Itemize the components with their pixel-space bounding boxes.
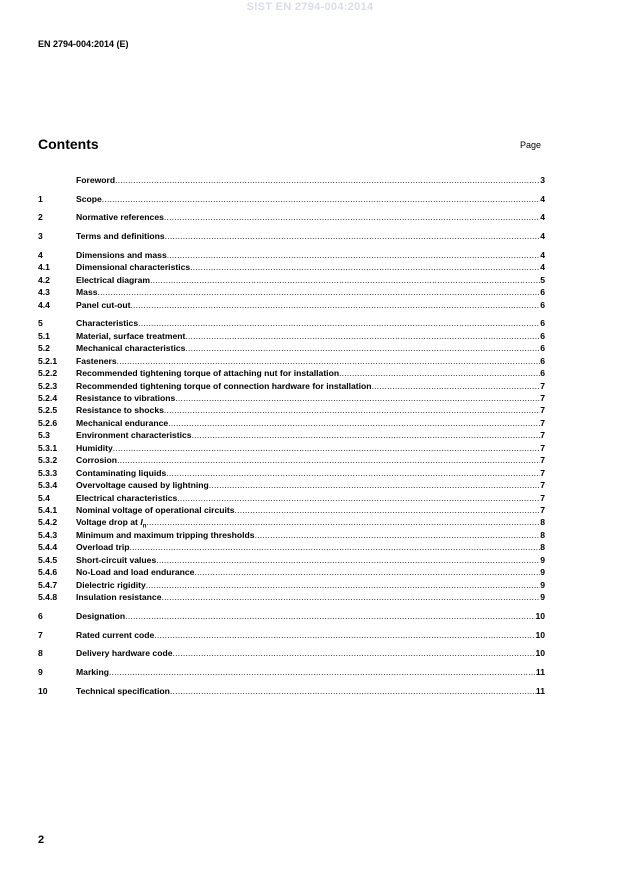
toc-leader-dots bbox=[165, 230, 541, 242]
toc-entry[interactable] bbox=[38, 261, 545, 273]
toc-entry[interactable] bbox=[38, 193, 545, 205]
toc-entry-title bbox=[76, 429, 192, 441]
toc-entry[interactable] bbox=[38, 355, 545, 367]
toc-leader-dots bbox=[115, 174, 540, 186]
toc-entry-number: 6 bbox=[38, 610, 43, 621]
toc-entry-page: 4 bbox=[540, 231, 545, 242]
toc-entry-number: 5.2.5 bbox=[38, 405, 58, 416]
toc-leader-dots bbox=[190, 261, 540, 273]
toc-entry-number: 5.4.3 bbox=[38, 529, 58, 540]
toc-entry-title-text: Minimum and maximum tripping thresholds bbox=[76, 529, 255, 540]
toc-entry-title-text: Panel cut-out bbox=[76, 299, 131, 310]
toc-entry[interactable] bbox=[38, 274, 545, 286]
toc-entry-page: 9 bbox=[540, 567, 545, 578]
toc-entry-number: 5.4.1 bbox=[38, 504, 58, 515]
toc-entry-page: 7 bbox=[540, 467, 545, 478]
toc-entry-title bbox=[76, 504, 235, 516]
toc-entry-title-text: No-Load and load endurance bbox=[76, 567, 195, 578]
toc-entry-title-text: Dimensional characteristics bbox=[76, 262, 191, 273]
toc-entry-title-text: Dielectric rigidity bbox=[76, 579, 146, 590]
toc-entry-page: 9 bbox=[540, 554, 545, 565]
toc-entry-title bbox=[76, 442, 113, 454]
toc-entry[interactable] bbox=[38, 380, 545, 392]
toc-entry-title-text: Electrical diagram bbox=[76, 274, 151, 285]
toc-leader-dots bbox=[109, 666, 536, 678]
toc-entry-page: 5 bbox=[540, 274, 545, 285]
toc-entry-number: 5.3.2 bbox=[38, 455, 58, 466]
toc-entry-page: 4 bbox=[540, 262, 545, 273]
toc-entry-page: 6 bbox=[540, 330, 545, 341]
toc-entry[interactable] bbox=[38, 249, 545, 261]
toc-entry-page: 4 bbox=[540, 212, 545, 223]
toc-leader-dots bbox=[372, 380, 541, 392]
toc-entry-title-text: Marking bbox=[76, 666, 109, 677]
toc-leader-dots bbox=[138, 317, 540, 329]
toc-entry[interactable] bbox=[38, 566, 545, 578]
toc-entry-title-text: Nominal voltage of operational circuits bbox=[76, 504, 235, 515]
toc-entry-title-text: Normative references bbox=[76, 212, 164, 223]
toc-entry-number: 5.1 bbox=[38, 330, 50, 341]
toc-leader-dots bbox=[173, 647, 536, 659]
page-number: 2 bbox=[38, 834, 45, 846]
toc-entry-page: 6 bbox=[540, 355, 545, 366]
toc-entry[interactable] bbox=[38, 479, 545, 491]
toc-entry-title-text: Mechanical endurance bbox=[76, 417, 169, 428]
toc-entry[interactable] bbox=[38, 299, 545, 311]
toc-entry-page: 4 bbox=[540, 193, 545, 204]
toc-leader-dots bbox=[185, 330, 540, 342]
toc-entry-number: 4.4 bbox=[38, 299, 50, 310]
toc-entry-page: 7 bbox=[540, 480, 545, 491]
toc-entry-title bbox=[76, 392, 175, 404]
toc-entry-page: 8 bbox=[540, 542, 545, 553]
toc-entry-page: 7 bbox=[540, 417, 545, 428]
toc-entry[interactable] bbox=[38, 467, 545, 479]
toc-entry[interactable] bbox=[38, 492, 545, 504]
toc-leader-dots bbox=[154, 629, 535, 641]
toc-entry[interactable] bbox=[38, 685, 545, 697]
toc-entry-page: 6 bbox=[540, 343, 545, 354]
toc-entry-number: 4.2 bbox=[38, 274, 50, 285]
toc-entry-page: 6 bbox=[540, 287, 545, 298]
toc-entry-title bbox=[76, 629, 154, 641]
toc-leader-dots bbox=[146, 516, 540, 528]
toc-entry-title bbox=[76, 330, 185, 342]
toc-entry-title-text: Rated current code bbox=[76, 629, 155, 640]
toc-entry-page: 7 bbox=[540, 430, 545, 441]
toc-entry-title-text: Dimensions and mass bbox=[76, 249, 167, 260]
toc-entry-page: 10 bbox=[535, 629, 545, 640]
toc-entry-page: 10 bbox=[535, 648, 545, 659]
toc-entry-title-text: Environment characteristics bbox=[76, 430, 192, 441]
toc-entry-page: 4 bbox=[540, 249, 545, 260]
toc-entry-title-text: Corrosion bbox=[76, 455, 118, 466]
toc-entry-title-text: Fasteners bbox=[76, 355, 117, 366]
toc-entry-title-text: Electrical characteristics bbox=[76, 492, 178, 503]
toc-entry-title-text: Foreword bbox=[76, 175, 116, 185]
toc-entry[interactable] bbox=[38, 504, 545, 516]
toc-leader-dots bbox=[175, 392, 540, 404]
table-of-contents bbox=[38, 174, 545, 697]
toc-entry-page: 11 bbox=[535, 666, 545, 677]
toc-entry-title-text: Terms and definitions bbox=[76, 231, 165, 242]
toc-entry-number: 5.4.6 bbox=[38, 567, 58, 578]
toc-entry-number: 4.3 bbox=[38, 287, 50, 298]
toc-entry-number: 5.4.5 bbox=[38, 554, 58, 565]
toc-entry-number: 2 bbox=[38, 212, 43, 223]
toc-entry-title bbox=[76, 666, 109, 678]
toc-entry-title-text: Scope bbox=[76, 193, 102, 204]
toc-entry-title-text: Short-circuit values bbox=[76, 554, 157, 565]
toc-entry-number: 5.2.6 bbox=[38, 417, 58, 428]
toc-entry-number: 5.2 bbox=[38, 343, 50, 354]
toc-entry-title bbox=[76, 591, 162, 603]
toc-entry-title-text: Material, surface treatment bbox=[76, 330, 186, 341]
toc-entry-title-text: Characteristics bbox=[76, 318, 139, 329]
toc-entry-title bbox=[76, 249, 167, 261]
toc-entry[interactable] bbox=[38, 442, 545, 454]
toc-entry-subscript: n bbox=[142, 524, 147, 531]
toc-leader-dots bbox=[235, 504, 541, 516]
toc-entry-title-text: Contaminating liquids bbox=[76, 467, 167, 478]
toc-entry-page: 7 bbox=[540, 492, 545, 503]
toc-entry-title-text: Designation bbox=[76, 610, 126, 621]
toc-entry-title-text: Resistance to shocks bbox=[76, 405, 164, 416]
toc-entry-page: 6 bbox=[540, 318, 545, 329]
toc-entry-page: 3 bbox=[540, 175, 545, 185]
toc-entry-title bbox=[76, 529, 255, 541]
toc-leader-dots bbox=[102, 193, 540, 205]
toc-entry-page: 7 bbox=[540, 380, 545, 391]
toc-entry[interactable] bbox=[38, 367, 545, 379]
toc-entry-title bbox=[76, 467, 166, 479]
toc-leader-dots bbox=[164, 211, 540, 223]
toc-entry-title bbox=[76, 355, 117, 367]
page-column-label: Page bbox=[520, 140, 542, 150]
toc-entry-title bbox=[76, 317, 138, 329]
toc-entry-number: 5.4.8 bbox=[38, 592, 58, 603]
toc-entry-number: 5.3.3 bbox=[38, 467, 58, 478]
toc-entry-number: 5.2.3 bbox=[38, 380, 58, 391]
toc-entry-title bbox=[76, 404, 164, 416]
toc-entry[interactable] bbox=[38, 330, 545, 342]
toc-entry-number: 8 bbox=[38, 648, 43, 659]
toc-entry-title bbox=[76, 211, 164, 223]
toc-leader-dots bbox=[192, 429, 541, 441]
toc-entry-page: 6 bbox=[540, 299, 545, 310]
toc-entry-title bbox=[76, 479, 209, 491]
toc-entry-title bbox=[76, 685, 170, 697]
toc-leader-dots bbox=[209, 479, 540, 491]
toc-entry-page: 8 bbox=[540, 517, 545, 528]
watermark: SIST EN 2794-004:2014 bbox=[246, 1, 374, 13]
toc-entry-number: 7 bbox=[38, 629, 43, 640]
toc-entry-title-text: Humidity bbox=[76, 442, 113, 453]
toc-leader-dots bbox=[168, 417, 540, 429]
toc-entry-title-text: Overvoltage caused by lightning bbox=[76, 480, 209, 491]
toc-entry-title bbox=[76, 367, 339, 379]
toc-entry-title bbox=[76, 261, 190, 273]
toc-entry-title-text: Overload trip bbox=[76, 542, 130, 553]
toc-entry-title bbox=[76, 541, 129, 553]
toc-entry-title bbox=[76, 492, 177, 504]
toc-leader-dots bbox=[156, 554, 540, 566]
toc-entry-page: 7 bbox=[540, 405, 545, 416]
toc-entry-title bbox=[76, 286, 98, 298]
toc-entry[interactable] bbox=[38, 342, 545, 354]
toc-leader-dots bbox=[166, 467, 540, 479]
toc-leader-dots bbox=[130, 299, 540, 311]
toc-entry-number: 3 bbox=[38, 231, 43, 242]
toc-entry-title bbox=[76, 230, 165, 242]
toc-leader-dots bbox=[164, 404, 540, 416]
toc-entry-title-text: Recommended tightening torque of attaching nut for installation bbox=[76, 368, 340, 379]
toc-entry-number: 5 bbox=[38, 318, 43, 329]
toc-entry[interactable] bbox=[38, 554, 545, 566]
toc-entry-title bbox=[76, 342, 185, 354]
toc-entry[interactable] bbox=[38, 417, 545, 429]
toc-entry-number: 5.2.1 bbox=[38, 355, 58, 366]
toc-entry-number: 5.3.1 bbox=[38, 442, 58, 453]
toc-entry-number: 4 bbox=[38, 249, 43, 260]
toc-entry-variable: I bbox=[140, 517, 143, 528]
toc-leader-dots bbox=[150, 274, 540, 286]
toc-entry-title-text: Mass bbox=[76, 287, 98, 298]
toc-entry-title bbox=[76, 454, 117, 466]
toc-leader-dots bbox=[146, 579, 540, 591]
toc-entry-number: 5.4 bbox=[38, 492, 50, 503]
toc-entry-title-text: Technical specification bbox=[76, 685, 170, 696]
toc-entry[interactable] bbox=[38, 647, 545, 659]
toc-entry-number: 5.2.4 bbox=[38, 393, 58, 404]
toc-entry[interactable] bbox=[38, 454, 545, 466]
toc-entry[interactable] bbox=[38, 317, 545, 329]
toc-entry-title-text: Resistance to vibrations bbox=[76, 393, 176, 404]
toc-leader-dots bbox=[177, 492, 540, 504]
toc-entry-page: 7 bbox=[540, 504, 545, 515]
toc-entry[interactable] bbox=[38, 286, 545, 298]
toc-leader-dots bbox=[117, 355, 541, 367]
toc-entry[interactable] bbox=[38, 610, 545, 622]
toc-entry-page: 9 bbox=[540, 579, 545, 590]
toc-entry[interactable] bbox=[38, 529, 545, 541]
toc-entry[interactable] bbox=[38, 392, 545, 404]
toc-leader-dots bbox=[113, 442, 540, 454]
toc-entry-title bbox=[76, 380, 372, 392]
toc-leader-dots bbox=[125, 610, 535, 622]
toc-entry-number: 5.4.7 bbox=[38, 579, 58, 590]
toc-entry-title-text: Voltage drop at bbox=[76, 517, 138, 528]
toc-entry-number: 10 bbox=[38, 685, 48, 696]
toc-entry-title bbox=[76, 274, 150, 286]
toc-entry[interactable] bbox=[38, 429, 545, 441]
toc-entry-page: 9 bbox=[540, 592, 545, 603]
toc-entry-page: 10 bbox=[535, 610, 545, 621]
toc-entry[interactable] bbox=[38, 666, 545, 678]
toc-entry[interactable] bbox=[38, 541, 545, 553]
toc-entry-title-text: Mechanical characteristics bbox=[76, 343, 186, 354]
toc-entry-page: 7 bbox=[540, 393, 545, 404]
toc-entry[interactable] bbox=[38, 174, 545, 186]
toc-leader-dots bbox=[194, 566, 540, 578]
toc-entry-page: 7 bbox=[540, 442, 545, 453]
toc-leader-dots bbox=[117, 454, 540, 466]
toc-leader-dots bbox=[162, 591, 541, 603]
toc-entry-title bbox=[76, 554, 156, 566]
toc-entry-page: 6 bbox=[540, 368, 545, 379]
toc-entry-page: 11 bbox=[535, 685, 545, 696]
toc-entry[interactable] bbox=[38, 579, 545, 591]
toc-entry-title bbox=[76, 174, 115, 186]
toc-leader-dots bbox=[170, 685, 536, 697]
toc-leader-dots bbox=[167, 249, 540, 261]
toc-entry-number: 5.4.2 bbox=[38, 517, 58, 528]
toc-entry-number: 5.4.4 bbox=[38, 542, 58, 553]
toc-entry-number: 5.2.2 bbox=[38, 368, 58, 379]
toc-entry-page: 8 bbox=[540, 529, 545, 540]
toc-entry-title-text: Insulation resistance bbox=[76, 592, 162, 603]
toc-entry[interactable] bbox=[38, 516, 545, 531]
toc-leader-dots bbox=[185, 342, 540, 354]
document-id: EN 2794-004:2014 (E) bbox=[38, 39, 129, 49]
toc-entry-title bbox=[76, 299, 130, 311]
toc-entry-number: 5.3 bbox=[38, 430, 50, 441]
toc-entry[interactable] bbox=[38, 629, 545, 641]
toc-entry-title bbox=[76, 566, 194, 578]
toc-entry[interactable] bbox=[38, 591, 545, 603]
toc-entry[interactable] bbox=[38, 211, 545, 223]
toc-leader-dots bbox=[98, 286, 541, 298]
toc-entry-number: 1 bbox=[38, 193, 43, 204]
toc-entry-number: 4.1 bbox=[38, 262, 50, 273]
toc-leader-dots bbox=[255, 529, 541, 541]
toc-entry-number: 5.3.4 bbox=[38, 480, 58, 491]
toc-entry-title-text: Delivery hardware code bbox=[76, 648, 173, 659]
toc-entry-number: 9 bbox=[38, 666, 43, 677]
toc-leader-dots bbox=[129, 541, 540, 553]
toc-entry-page: 7 bbox=[540, 455, 545, 466]
toc-entry-title bbox=[76, 647, 173, 659]
toc-entry[interactable] bbox=[38, 404, 545, 416]
toc-entry-title bbox=[76, 417, 168, 429]
toc-entry-title-text: Recommended tightening torque of connection hardware for installation bbox=[76, 380, 372, 391]
toc-entry[interactable] bbox=[38, 230, 545, 242]
toc-entry-title bbox=[76, 193, 102, 205]
toc-entry-title bbox=[76, 610, 125, 622]
toc-entry-title bbox=[76, 579, 146, 591]
page-title: Contents bbox=[38, 136, 99, 152]
toc-leader-dots bbox=[339, 367, 540, 379]
